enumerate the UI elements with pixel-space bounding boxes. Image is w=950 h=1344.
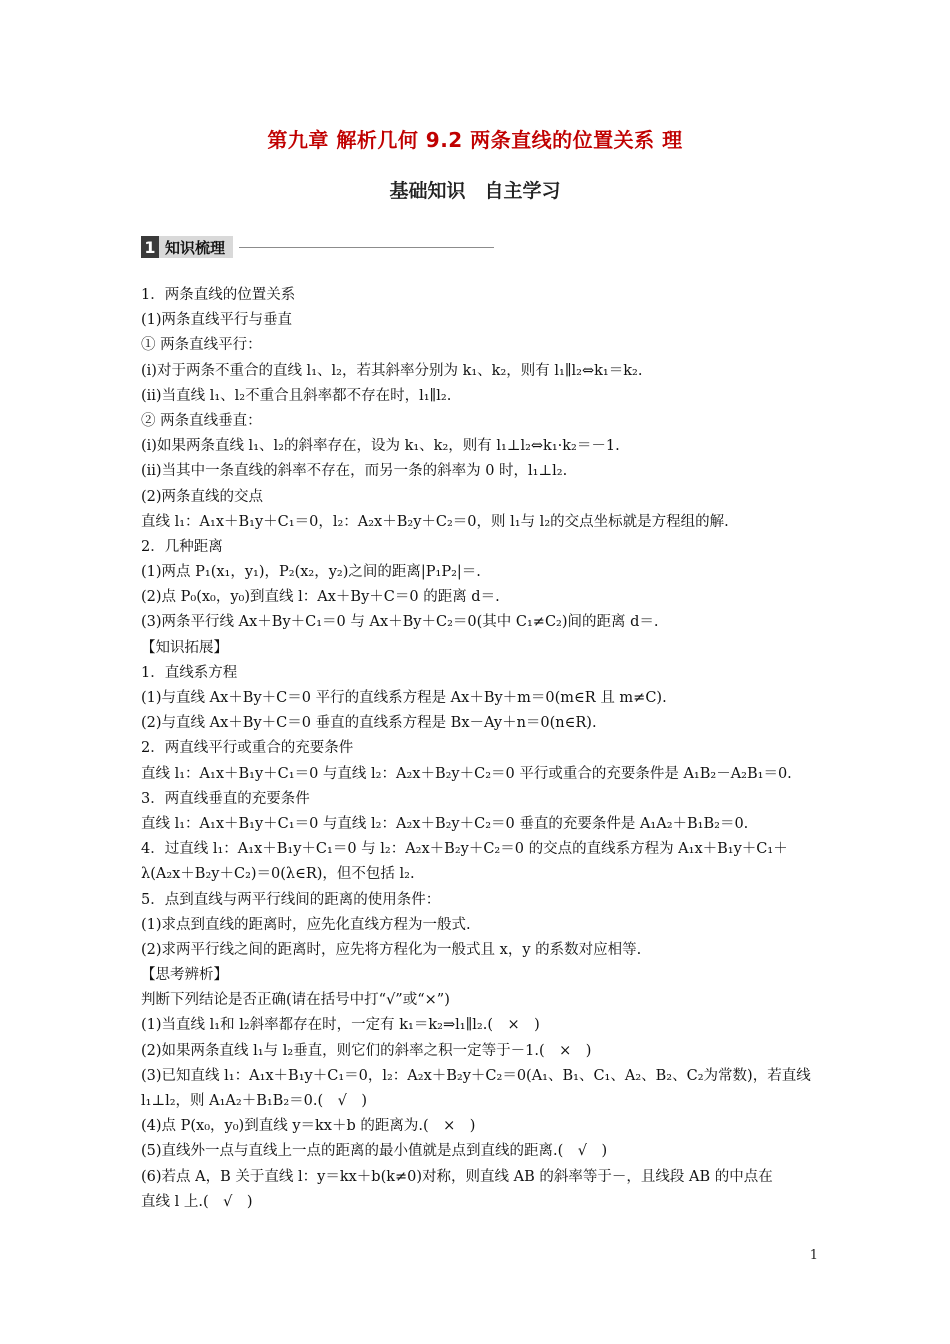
text-line: (3)已知直线 l₁：A₁x＋B₁y＋C₁＝0，l₂：A₂x＋B₂y＋C₂＝0(A₁、B₁、C₁、A₂、B₂、C₂为常数)，若直线 [141, 1067, 811, 1084]
text-line: λ(A₂x＋B₂y＋C₂)＝0(λ∈R)，但不包括 l₂. [141, 866, 415, 883]
text-line: 【思考辨析】 [141, 967, 228, 984]
text-line: 4．过直线 l₁：A₁x＋B₁y＋C₁＝0 与 l₂：A₂x＋B₂y＋C₂＝0 的交点的直线系方程为 A₁x＋B₁y＋C₁＋ [141, 841, 788, 858]
text-line: 【知识拓展】 [141, 639, 228, 656]
text-line: (ⅱ)当其中一条直线的斜率不存在，而另一条的斜率为 0 时，l₁⊥l₂. [141, 463, 568, 480]
text-line: (2)与直线 Ax＋By＋C＝0 垂直的直线系方程是 Bx－Ay＋n＝0(n∈R). [141, 715, 597, 732]
text-line: (ⅱ)当直线 l₁、l₂不重合且斜率都不存在时，l₁∥l₂. [141, 387, 452, 404]
text-line: 2．两直线平行或重合的充要条件 [141, 740, 354, 757]
text-line: 2．几种距离 [141, 538, 223, 555]
text-line: 直线 l₁：A₁x＋B₁y＋C₁＝0，l₂：A₂x＋B₂y＋C₂＝0，则 l₁与 l₂的交点坐标就是方程组的解. [141, 513, 729, 530]
text-line: (2)两条直线的交点 [141, 488, 264, 505]
section-header [141, 236, 494, 258]
text-line: ② 两条直线垂直： [141, 412, 262, 429]
text-line: 3．两直线垂直的充要条件 [141, 790, 310, 807]
text-line: 直线 l 上.( √ ) [141, 1193, 253, 1210]
text-line: l₁⊥l₂，则 A₁A₂＋B₁B₂＝0.( √ ) [141, 1093, 368, 1109]
text-line: (1)两条直线平行与垂直 [141, 312, 293, 329]
section-divider [239, 247, 494, 248]
text-line: (4)点 P(x₀，y₀)到直线 y＝kx＋b 的距离为.( × ) [141, 1118, 476, 1135]
body-text [141, 283, 821, 1215]
text-line: 直线 l₁：A₁x＋B₁y＋C₁＝0 与直线 l₂：A₂x＋B₂y＋C₂＝0 垂直的充要条件是 A₁A₂＋B₁B₂＝0. [141, 815, 749, 832]
text-line: (1)与直线 Ax＋By＋C＝0 平行的直线系方程是 Ax＋By＋m＝0(m∈R 且 m≠C). [141, 690, 667, 706]
section-number-badge: 1 [141, 236, 159, 258]
text-line: 1．直线系方程 [141, 664, 238, 681]
text-line: (1)当直线 l₁和 l₂斜率都存在时，一定有 k₁＝k₂⇒l₁∥l₂.( × ) [141, 1017, 540, 1034]
text-line: (5)直线外一点与直线上一点的距离的最小值就是点到直线的距离.( √ ) [141, 1143, 608, 1160]
text-line: 1．两条直线的位置关系 [141, 287, 296, 303]
section-label: 知识梳理 [159, 236, 233, 258]
section-subtitle: 基础知识 自主学习 [389, 180, 561, 202]
text-line: (2)求两平行线之间的距离时，应先将方程化为一般式且 x，y 的系数对应相等. [141, 941, 642, 958]
text-line: (6)若点 A，B 关于直线 l：y＝kx＋b(k≠0)对称，则直线 AB 的斜率等于－，且线段 AB 的中点在 [141, 1168, 773, 1185]
document-title: 第九章 解析几何 9.2 两条直线的位置关系 理 [267, 128, 683, 152]
page-number: 1 [809, 1248, 818, 1263]
text-line: (ⅰ)对于两条不重合的直线 l₁、l₂，若其斜率分别为 k₁、k₂，则有 l₁∥l₂⇔k₁＝k₂. [141, 362, 643, 379]
text-line: (2)如果两条直线 l₁与 l₂垂直，则它们的斜率之积一定等于－1.( × ) [141, 1042, 592, 1059]
text-line: (2)点 P₀(x₀，y₀)到直线 l：Ax＋By＋C＝0 的距离 d＝. [141, 589, 500, 606]
text-line: ① 两条直线平行： [141, 337, 262, 354]
text-line: (3)两条平行线 Ax＋By＋C₁＝0 与 Ax＋By＋C₂＝0(其中 C₁≠C₂)间的距离 d＝. [141, 614, 659, 631]
text-line: 判断下列结论是否正确(请在括号中打“√”或“×”) [141, 992, 450, 1009]
text-line: (ⅰ)如果两条直线 l₁、l₂的斜率存在，设为 k₁、k₂，则有 l₁⊥l₂⇔k₁·k₂＝－1. [141, 438, 620, 455]
text-line: 直线 l₁：A₁x＋B₁y＋C₁＝0 与直线 l₂：A₂x＋B₂y＋C₂＝0 平行或重合的充要条件是 A₁B₂－A₂B₁＝0. [141, 765, 792, 782]
text-line: (1)两点 P₁(x₁，y₁)，P₂(x₂，y₂)之间的距离|P₁P₂|＝. [141, 564, 481, 581]
text-line: (1)求点到直线的距离时，应先化直线方程为一般式. [141, 916, 471, 933]
text-line: 5．点到直线与两平行线间的距离的使用条件： [141, 891, 441, 908]
